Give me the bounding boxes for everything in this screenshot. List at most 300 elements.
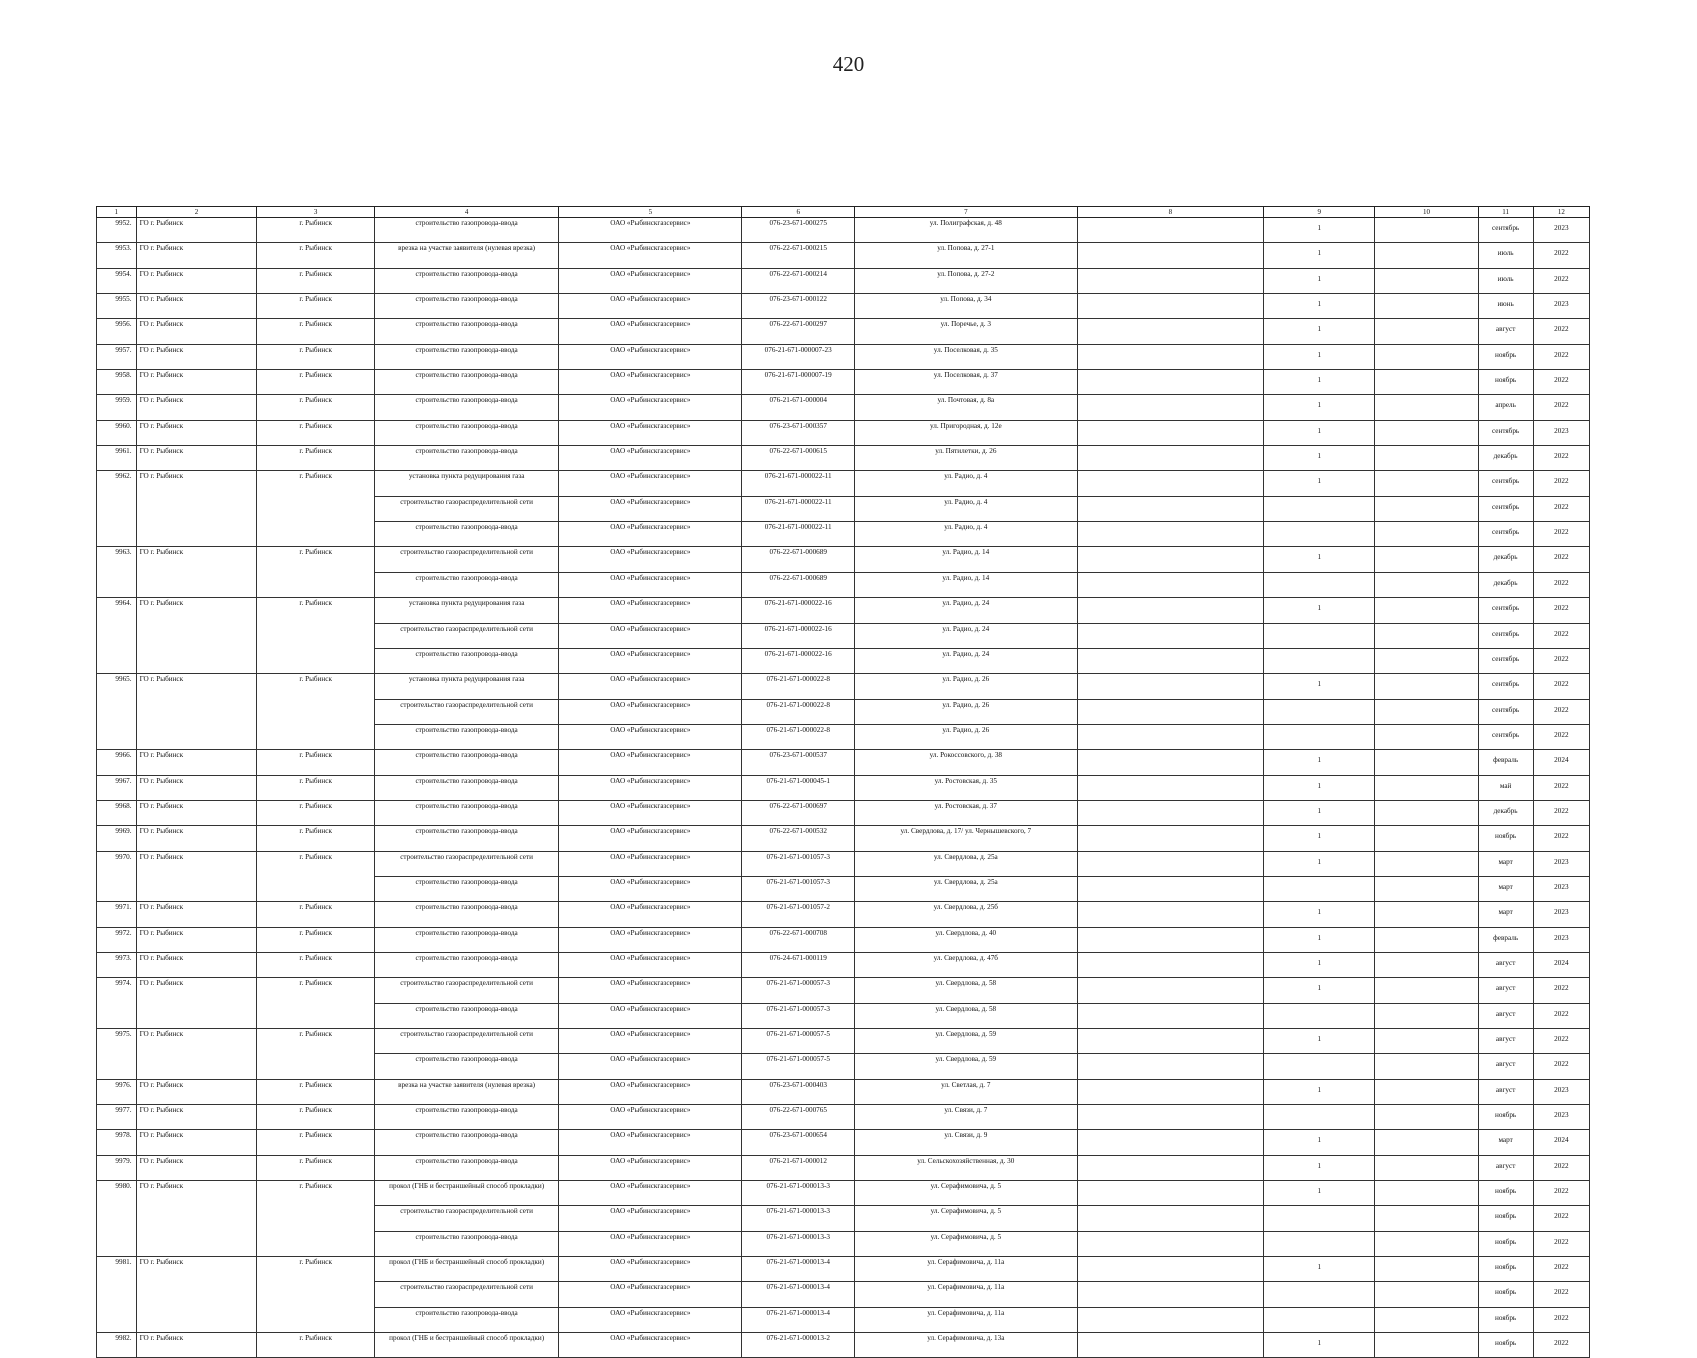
column-8-cell (1077, 522, 1263, 547)
organization: ОАО «Рыбинскгазсервис» (559, 1079, 742, 1104)
column-10-cell (1375, 446, 1478, 471)
record-number: 9955. (97, 294, 137, 319)
table-row (97, 876, 1590, 901)
record-number: 9978. (97, 1130, 137, 1155)
municipality (136, 1003, 257, 1028)
application-code: 076-24-671-000119 (742, 952, 854, 977)
record-number: 9971. (97, 902, 137, 927)
record-number: 9952. (97, 218, 137, 243)
application-code: 076-21-671-000022-11 (742, 522, 854, 547)
work-type: строительство газопровода-ввода (374, 724, 558, 749)
table-row (97, 522, 1590, 547)
column-number-3: 3 (257, 207, 375, 218)
address: ул. Серафимовича, д. 13а (854, 1333, 1077, 1358)
municipality: ГО г. Рыбинск (136, 1029, 257, 1054)
record-number: 9973. (97, 952, 137, 977)
municipality: ГО г. Рыбинск (136, 1333, 257, 1358)
organization: ОАО «Рыбинскгазсервис» (559, 750, 742, 775)
organization: ОАО «Рыбинскгазсервис» (559, 547, 742, 572)
column-8-cell (1077, 1333, 1263, 1358)
table-row (97, 598, 1590, 623)
settlement: г. Рыбинск (257, 750, 375, 775)
year: 2022 (1533, 319, 1589, 344)
work-type: строительство газопровода-ввода (374, 218, 558, 243)
column-number-4: 4 (374, 207, 558, 218)
work-type: строительство газораспределительной сети (374, 496, 558, 521)
address: ул. Рокоссовского, д. 38 (854, 750, 1077, 775)
month: сентябрь (1478, 496, 1533, 521)
table-row (97, 1079, 1590, 1104)
year: 2022 (1533, 1206, 1589, 1231)
record-number: 9968. (97, 800, 137, 825)
column-10-cell (1375, 1079, 1478, 1104)
record-number (97, 724, 137, 749)
month: ноябрь (1478, 1333, 1533, 1358)
municipality (136, 1307, 257, 1332)
work-type: строительство газопровода-ввода (374, 902, 558, 927)
month: апрель (1478, 395, 1533, 420)
address: ул. Ростовская, д. 37 (854, 800, 1077, 825)
settlement: г. Рыбинск (257, 1257, 375, 1282)
column-10-cell (1375, 927, 1478, 952)
count (1264, 1003, 1375, 1028)
column-8-cell (1077, 1079, 1263, 1104)
column-10-cell (1375, 775, 1478, 800)
table-row (97, 623, 1590, 648)
organization: ОАО «Рыбинскгазсервис» (559, 1257, 742, 1282)
municipality: ГО г. Рыбинск (136, 268, 257, 293)
work-type: строительство газопровода-ввода (374, 1130, 558, 1155)
settlement: г. Рыбинск (257, 1155, 375, 1180)
organization: ОАО «Рыбинскгазсервис» (559, 294, 742, 319)
municipality: ГО г. Рыбинск (136, 952, 257, 977)
column-number-8: 8 (1077, 207, 1263, 218)
gasification-table (96, 206, 1590, 1358)
page-number: 420 (832, 52, 865, 76)
record-number: 9960. (97, 420, 137, 445)
count (1264, 876, 1375, 901)
work-type: строительство газораспределительной сети (374, 1029, 558, 1054)
count (1264, 522, 1375, 547)
table-row (97, 648, 1590, 673)
column-10-cell (1375, 496, 1478, 521)
count (1264, 572, 1375, 597)
address: ул. Связи, д. 9 (854, 1130, 1077, 1155)
record-number (97, 1307, 137, 1332)
column-8-cell (1077, 218, 1263, 243)
record-number (97, 522, 137, 547)
column-number-2: 2 (136, 207, 257, 218)
record-number: 9974. (97, 978, 137, 1003)
column-10-cell (1375, 952, 1478, 977)
table-row (97, 243, 1590, 268)
year: 2022 (1533, 1307, 1589, 1332)
settlement (257, 1282, 375, 1307)
column-number-5: 5 (559, 207, 742, 218)
application-code: 076-21-671-000013-4 (742, 1257, 854, 1282)
address: ул. Ростовская, д. 35 (854, 775, 1077, 800)
table-row (97, 1105, 1590, 1130)
address: ул. Свердлова, д. 59 (854, 1054, 1077, 1079)
count: 1 (1264, 978, 1375, 1003)
column-10-cell (1375, 1282, 1478, 1307)
table-row (97, 1206, 1590, 1231)
column-8-cell (1077, 1155, 1263, 1180)
table-row (97, 978, 1590, 1003)
record-number: 9964. (97, 598, 137, 623)
municipality: ГО г. Рыбинск (136, 1257, 257, 1282)
column-10-cell (1375, 471, 1478, 496)
month: ноябрь (1478, 1257, 1533, 1282)
application-code: 076-22-671-000765 (742, 1105, 854, 1130)
municipality: ГО г. Рыбинск (136, 851, 257, 876)
month: декабрь (1478, 446, 1533, 471)
month: май (1478, 775, 1533, 800)
application-code: 076-21-671-000022-11 (742, 496, 854, 521)
municipality (136, 1231, 257, 1256)
column-8-cell (1077, 547, 1263, 572)
record-number: 9969. (97, 826, 137, 851)
year: 2022 (1533, 522, 1589, 547)
record-number: 9959. (97, 395, 137, 420)
organization: ОАО «Рыбинскгазсервис» (559, 370, 742, 395)
column-8-cell (1077, 370, 1263, 395)
table-row (97, 674, 1590, 699)
municipality (136, 1206, 257, 1231)
month: июль (1478, 243, 1533, 268)
month: ноябрь (1478, 1231, 1533, 1256)
record-number: 9957. (97, 344, 137, 369)
count: 1 (1264, 775, 1375, 800)
table-row (97, 370, 1590, 395)
column-10-cell (1375, 370, 1478, 395)
application-code: 076-21-671-000013-4 (742, 1282, 854, 1307)
column-8-cell (1077, 598, 1263, 623)
column-10-cell (1375, 1003, 1478, 1028)
work-type: строительство газопровода-ввода (374, 420, 558, 445)
application-code: 076-21-671-000007-19 (742, 370, 854, 395)
column-10-cell (1375, 902, 1478, 927)
column-number-1: 1 (97, 207, 137, 218)
application-code: 076-21-671-000013-4 (742, 1307, 854, 1332)
municipality: ГО г. Рыбинск (136, 370, 257, 395)
column-8-cell (1077, 446, 1263, 471)
year: 2022 (1533, 1029, 1589, 1054)
year: 2024 (1533, 952, 1589, 977)
month: июль (1478, 268, 1533, 293)
organization: ОАО «Рыбинскгазсервис» (559, 623, 742, 648)
year: 2022 (1533, 268, 1589, 293)
count (1264, 1231, 1375, 1256)
record-number: 9970. (97, 851, 137, 876)
municipality: ГО г. Рыбинск (136, 902, 257, 927)
work-type: строительство газопровода-ввода (374, 1155, 558, 1180)
count (1264, 1282, 1375, 1307)
column-8-cell (1077, 876, 1263, 901)
work-type: строительство газопровода-ввода (374, 370, 558, 395)
organization: ОАО «Рыбинскгазсервис» (559, 344, 742, 369)
organization: ОАО «Рыбинскгазсервис» (559, 1130, 742, 1155)
month: август (1478, 1079, 1533, 1104)
application-code: 076-22-671-000214 (742, 268, 854, 293)
settlement: г. Рыбинск (257, 978, 375, 1003)
address: ул. Серафимовича, д. 5 (854, 1206, 1077, 1231)
organization: ОАО «Рыбинскгазсервис» (559, 218, 742, 243)
column-8-cell (1077, 1181, 1263, 1206)
year: 2022 (1533, 547, 1589, 572)
month: сентябрь (1478, 724, 1533, 749)
municipality (136, 496, 257, 521)
column-number-10: 10 (1375, 207, 1478, 218)
month: март (1478, 1130, 1533, 1155)
application-code: 076-22-671-000697 (742, 800, 854, 825)
column-10-cell (1375, 699, 1478, 724)
month: ноябрь (1478, 1181, 1533, 1206)
year: 2022 (1533, 623, 1589, 648)
column-8-cell (1077, 902, 1263, 927)
municipality (136, 724, 257, 749)
settlement (257, 699, 375, 724)
table-row (97, 750, 1590, 775)
record-number (97, 1054, 137, 1079)
address: ул. Радио, д. 24 (854, 598, 1077, 623)
month: ноябрь (1478, 1105, 1533, 1130)
organization: ОАО «Рыбинскгазсервис» (559, 420, 742, 445)
column-8-cell (1077, 1282, 1263, 1307)
settlement: г. Рыбинск (257, 851, 375, 876)
count: 1 (1264, 547, 1375, 572)
address: ул. Свердлова, д. 47б (854, 952, 1077, 977)
municipality (136, 876, 257, 901)
column-8-cell (1077, 699, 1263, 724)
table-row (97, 952, 1590, 977)
application-code: 076-23-671-000122 (742, 294, 854, 319)
table-body (97, 207, 1590, 1358)
count: 1 (1264, 952, 1375, 977)
count (1264, 496, 1375, 521)
organization: ОАО «Рыбинскгазсервис» (559, 243, 742, 268)
count: 1 (1264, 927, 1375, 952)
address: ул. Светлая, д. 7 (854, 1079, 1077, 1104)
organization: ОАО «Рыбинскгазсервис» (559, 1282, 742, 1307)
count: 1 (1264, 1155, 1375, 1180)
count: 1 (1264, 851, 1375, 876)
work-type: строительство газопровода-ввода (374, 395, 558, 420)
organization: ОАО «Рыбинскгазсервис» (559, 952, 742, 977)
record-number: 9977. (97, 1105, 137, 1130)
organization: ОАО «Рыбинскгазсервис» (559, 496, 742, 521)
application-code: 076-22-671-000297 (742, 319, 854, 344)
organization: ОАО «Рыбинскгазсервис» (559, 800, 742, 825)
column-10-cell (1375, 1029, 1478, 1054)
settlement (257, 876, 375, 901)
settlement (257, 522, 375, 547)
record-number (97, 1282, 137, 1307)
count: 1 (1264, 294, 1375, 319)
application-code: 076-21-671-000004 (742, 395, 854, 420)
count: 1 (1264, 268, 1375, 293)
municipality: ГО г. Рыбинск (136, 750, 257, 775)
count: 1 (1264, 598, 1375, 623)
address: ул. Свердлова, д. 58 (854, 978, 1077, 1003)
work-type: строительство газопровода-ввода (374, 952, 558, 977)
table-row (97, 699, 1590, 724)
column-8-cell (1077, 496, 1263, 521)
column-number-7: 7 (854, 207, 1077, 218)
address: ул. Серафимовича, д. 5 (854, 1231, 1077, 1256)
table-row (97, 724, 1590, 749)
settlement: г. Рыбинск (257, 268, 375, 293)
work-type: строительство газопровода-ввода (374, 750, 558, 775)
column-8-cell (1077, 1257, 1263, 1282)
column-8-cell (1077, 243, 1263, 268)
application-code: 076-22-671-000689 (742, 572, 854, 597)
settlement: г. Рыбинск (257, 446, 375, 471)
municipality (136, 1282, 257, 1307)
column-8-cell (1077, 978, 1263, 1003)
work-type: прокол (ГНБ и бестраншейный способ прокладки) (374, 1257, 558, 1282)
municipality: ГО г. Рыбинск (136, 674, 257, 699)
settlement: г. Рыбинск (257, 927, 375, 952)
column-10-cell (1375, 1307, 1478, 1332)
column-8-cell (1077, 1307, 1263, 1332)
record-number: 9967. (97, 775, 137, 800)
month: сентябрь (1478, 674, 1533, 699)
month: сентябрь (1478, 699, 1533, 724)
address: ул. Серафимовича, д. 11а (854, 1257, 1077, 1282)
count (1264, 1307, 1375, 1332)
year: 2023 (1533, 876, 1589, 901)
month: сентябрь (1478, 471, 1533, 496)
table-row (97, 1181, 1590, 1206)
municipality: ГО г. Рыбинск (136, 1181, 257, 1206)
table-row (97, 826, 1590, 851)
month: март (1478, 902, 1533, 927)
year: 2022 (1533, 826, 1589, 851)
application-code: 076-22-671-000615 (742, 446, 854, 471)
table-row (97, 775, 1590, 800)
organization: ОАО «Рыбинскгазсервис» (559, 724, 742, 749)
month: декабрь (1478, 572, 1533, 597)
organization: ОАО «Рыбинскгазсервис» (559, 902, 742, 927)
table-row (97, 1282, 1590, 1307)
table-row (97, 800, 1590, 825)
record-number: 9958. (97, 370, 137, 395)
work-type: строительство газопровода-ввода (374, 1003, 558, 1028)
application-code: 076-21-671-001057-3 (742, 851, 854, 876)
settlement: г. Рыбинск (257, 1079, 375, 1104)
municipality: ГО г. Рыбинск (136, 446, 257, 471)
record-number: 9972. (97, 927, 137, 952)
municipality: ГО г. Рыбинск (136, 1079, 257, 1104)
settlement: г. Рыбинск (257, 294, 375, 319)
record-number: 9956. (97, 319, 137, 344)
settlement: г. Рыбинск (257, 243, 375, 268)
table-row (97, 1307, 1590, 1332)
year: 2023 (1533, 420, 1589, 445)
address: ул. Сельскохозяйственная, д. 30 (854, 1155, 1077, 1180)
work-type: строительство газопровода-ввода (374, 648, 558, 673)
count: 1 (1264, 446, 1375, 471)
work-type: строительство газораспределительной сети (374, 851, 558, 876)
column-8-cell (1077, 319, 1263, 344)
column-10-cell (1375, 1206, 1478, 1231)
record-number: 9965. (97, 674, 137, 699)
organization: ОАО «Рыбинскгазсервис» (559, 471, 742, 496)
address: ул. Попова, д. 27-1 (854, 243, 1077, 268)
address: ул. Поселковая, д. 37 (854, 370, 1077, 395)
work-type: прокол (ГНБ и бестраншейный способ прокладки) (374, 1181, 558, 1206)
record-number: 9981. (97, 1257, 137, 1282)
work-type: врезка на участке заявителя (нулевая врезка) (374, 243, 558, 268)
application-code: 076-21-671-000022-8 (742, 724, 854, 749)
year: 2022 (1533, 344, 1589, 369)
column-number-row (97, 207, 1590, 218)
count: 1 (1264, 1130, 1375, 1155)
work-type: установка пункта редуцирования газа (374, 598, 558, 623)
column-8-cell (1077, 1206, 1263, 1231)
count: 1 (1264, 826, 1375, 851)
column-10-cell (1375, 750, 1478, 775)
settlement: г. Рыбинск (257, 370, 375, 395)
municipality: ГО г. Рыбинск (136, 826, 257, 851)
municipality: ГО г. Рыбинск (136, 344, 257, 369)
organization: ОАО «Рыбинскгазсервис» (559, 1333, 742, 1358)
address: ул. Свердлова, д. 25б (854, 902, 1077, 927)
column-10-cell (1375, 395, 1478, 420)
organization: ОАО «Рыбинскгазсервис» (559, 1206, 742, 1231)
municipality: ГО г. Рыбинск (136, 1155, 257, 1180)
year: 2022 (1533, 1333, 1589, 1358)
application-code: 076-22-671-000708 (742, 927, 854, 952)
municipality: ГО г. Рыбинск (136, 1105, 257, 1130)
year: 2022 (1533, 1231, 1589, 1256)
application-code: 076-21-671-000013-3 (742, 1181, 854, 1206)
work-type: прокол (ГНБ и бестраншейный способ прокладки) (374, 1333, 558, 1358)
municipality: ГО г. Рыбинск (136, 420, 257, 445)
year: 2022 (1533, 1257, 1589, 1282)
application-code: 076-21-671-000022-11 (742, 471, 854, 496)
column-10-cell (1375, 851, 1478, 876)
settlement (257, 623, 375, 648)
address: ул. Радио, д. 24 (854, 648, 1077, 673)
column-10-cell (1375, 268, 1478, 293)
work-type: строительство газопровода-ввода (374, 826, 558, 851)
settlement: г. Рыбинск (257, 344, 375, 369)
year: 2022 (1533, 699, 1589, 724)
table-row (97, 218, 1590, 243)
year: 2023 (1533, 902, 1589, 927)
settlement: г. Рыбинск (257, 471, 375, 496)
work-type: строительство газопровода-ввода (374, 1231, 558, 1256)
count: 1 (1264, 750, 1375, 775)
year: 2022 (1533, 496, 1589, 521)
application-code: 076-21-671-000045-1 (742, 775, 854, 800)
record-number: 9976. (97, 1079, 137, 1104)
year: 2023 (1533, 927, 1589, 952)
year: 2022 (1533, 1282, 1589, 1307)
year: 2023 (1533, 1105, 1589, 1130)
count: 1 (1264, 344, 1375, 369)
address: ул. Радио, д. 24 (854, 623, 1077, 648)
record-number: 9975. (97, 1029, 137, 1054)
record-number: 9962. (97, 471, 137, 496)
municipality: ГО г. Рыбинск (136, 800, 257, 825)
count: 1 (1264, 1333, 1375, 1358)
address: ул. Серафимовича, д. 5 (854, 1181, 1077, 1206)
work-type: строительство газопровода-ввода (374, 344, 558, 369)
column-number-11: 11 (1478, 207, 1533, 218)
